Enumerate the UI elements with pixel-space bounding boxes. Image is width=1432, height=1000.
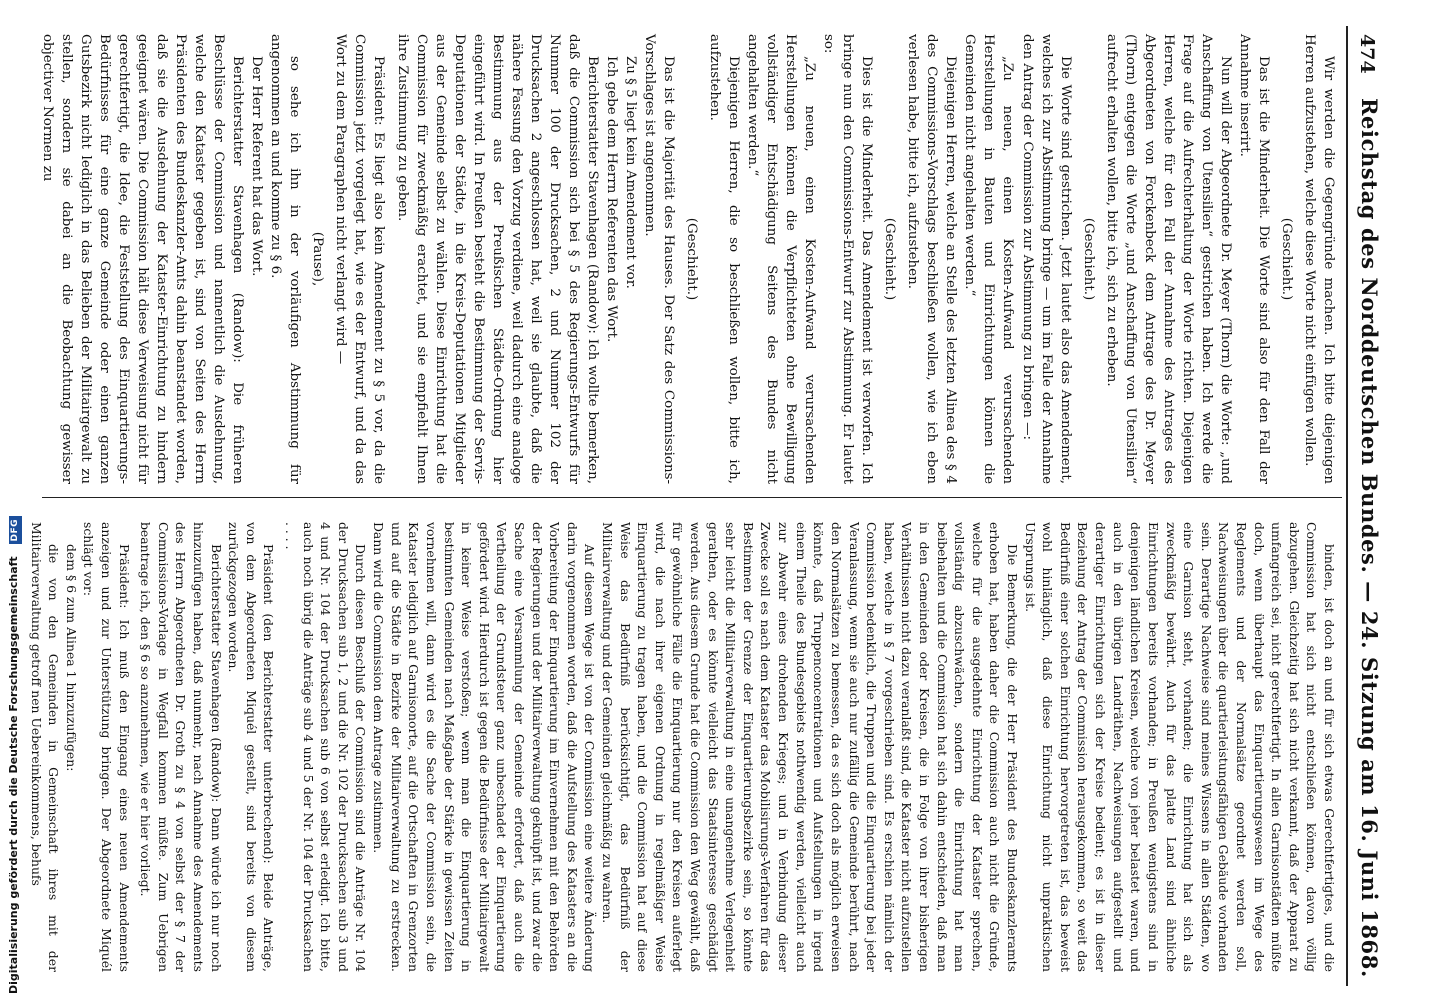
- stage-direction: (Geschieht.): [684, 217, 699, 301]
- paragraph: „Zu neuen, einen Kosten-Aufwand verursachenden Herstellungen in Bauten und Einrichtungen können die Gemeinden nicht angehalten werden.“: [962, 34, 1016, 484]
- paragraph: Zu § 5 liegt kein Amendement vor.: [622, 56, 638, 289]
- paragraph: Auf diesem Wege ist von der Commission eine weitere Änderung darin vorgenommen worden, daß die Aufstellung des Katasters an die Vorbereitung der Einquartierung im Einvernehmen mit den Behörden der Regierungen und der Militairverwaltung geknüpft ist, und zwar die Sache eine Versammlung der Gemeinde erfordert, daß auch die Vertheilung der Grundsteuer ganz unbeschadet der Einquartierung gefördert wird. Hierdurch ist gegen die Bedürfnisse der Militairgewalt in keiner Weise verstoßen; wenn man die Einquartierung in bestimmten Gemeinden nach Maßgabe der Stärke in gewissen Zeiten vornehmen will, dann wird es die Sache der Commission sein, die Kataster lediglich auf Garnisonorte, auf die Ortschaften in Grenzorten und auf die Städte in Bezirke der Militairverwaltung zu erstrecken. Dann wird die Commission dem Antrage zustimmen.: [371, 522, 598, 972]
- paragraph: Ich gebe dem Herrn Referenten das Wort.: [603, 56, 619, 343]
- paragraph: Das ist die Minderheit. Die Worte sind also für den Fall der Annahme inserirt.: [1236, 34, 1271, 484]
- text-column-right: [27, 522, 1338, 972]
- paragraph: Präsident: Es liegt also kein Amendement zu § 5 vor, da die Commission jetzt vorgelegt hat, wie es der Entwurf, und da das Wort zu dem Paragraphen nicht verlangt wird —: [333, 34, 387, 484]
- paragraph: Durch diesen Beschluß der Commission sind die Anträge Nr. 104 der Drucksachen sub 1, 2 und die Nr. 102 der Drucksachen sub 3 und 4 und Nr. 104 der Drucksachen sub 6 von selbst erledigt. Ich bitte, auch noch übrig die Anträge sub 4 und 5 der Nr. 104 der Drucksachen . . . .: [283, 522, 369, 972]
- paragraph: so sehe ich ihn in der vorläufigen Abstimmung für angenommen an und komme zu § 6.: [268, 34, 303, 484]
- paragraph: Das ist die Majorität des Hauses. Der Satz des Commissions-Vorschlages ist angenommen.: [641, 34, 676, 484]
- running-head: Reichstag des Norddeutschen Bundes. — 24. Sitzung am 16. Juni 1868.: [1357, 98, 1382, 978]
- digitization-footer: [7, 516, 22, 994]
- paragraph: Präsident (den Berichterstatter unterbrechend): Beide Anträge, von dem Abgeordneten Miquél gestellt, sind bereits von diesem zurückgezogen worden.: [226, 522, 277, 972]
- paragraph: dem § 6 zum Alinea 1 hinzuzufügen:: [63, 544, 79, 772]
- paragraph: Präsident: Ich muß den Eingang eines neuen Amendements anzeigen und zur Unterstützung bringen. Der Abgeordnete Miquél schlägt vor:: [81, 522, 132, 972]
- paragraph: Berichterstatter Stavenhagen (Randow): Dann würde ich nur noch hinzuzufügen haben, daß nunmehr, nach Annahme des Amendements des Herrn Abgeordneten Dr. Groth zu § 4 von selbst der § 7 der Commissions-Vorlage in Wegfall kommen müßte. Zum Uebrigen beantrage ich, den § 6 so anzunehmen, wie er hier vorliegt.: [138, 522, 224, 972]
- paragraph: Berichterstatter Stavenhagen (Randow): Ich wollte bemerken, daß die Commission sich bei § 5 des Regierungs-Entwurfs für Nummer 100 der Drucksachen, 2 und Nummer 102 der Drucksachen 2 angeschlossen hat, weil sie glaubte, daß die nähere Fassung den Vorzug verdiene, weil dadurch eine analoge Bestimmung aus der Preußischen Städte-Ordnung hier eingeführt wird. In Preußen besteht die Bestimmung der Servis-Deputationen der Städte, in die Kreis-Deputationen Mitglieder aus der Gemeinde selbst zu wählen. Diese Einrichtung hat die Commission für zweckmäßig erachtet, und sie empfiehlt Ihnen ihre Zustimmung zu geben.: [394, 34, 600, 484]
- paragraph: die von den Gemeinden in Gemeinschaft ihres mit der Militairverwaltung getroff nen Uebereinkommens, behufs: [28, 522, 62, 972]
- paragraph: Wir werden die Gegengründe machen. Ich bitte diejenigen Herren aufzustehen, welche diese Worte nicht einfügen wollen.: [1301, 34, 1336, 484]
- stage-direction: (Geschieht.): [882, 217, 898, 301]
- paragraph: „Zu neuen, einen Kosten-Aufwand verursachenden Herstellungen können die Verpflichteten ohne Bewilligung vollständiger Entschädigung Seitens des Bundes nicht angehalten werden.“: [745, 34, 818, 484]
- paragraph: Berichterstatter Stavenhagen (Randow): Die früheren Beschlüsse der Commission und namentlich die Ausdehnung, welche den Kataster gegeben ist, sind von Seiten des Herrn Präsidenten des Bundeskanzler-Amts dahin beanstandet worden, daß sie die Ausdehnung der Kataster-Einrichtung zu hindern geeignet wären. Die Commission hält diese Verweisung nicht für gerechtfertigt, die Idee, die Feststellung des Einquartierungs-Bedürfnisses für eine ganze Gemeinde oder einen ganzen Gutsbezirk nicht lediglich in das Belieben der Militairgewalt zu stellen, sondern sie dabei an die Beobachtung gewisser objectiver Normen zu: [39, 34, 246, 484]
- stage-direction: (Geschieht.): [1278, 217, 1294, 301]
- paragraph: Die Bemerkung, die der Herr Präsident des Bundeskanzleramts erhoben hat, haben daher die Commission auch nicht die Gründe, welche für die ausgedehnte Einrichtung der Kataster sprechen, vollständig abzuschwächen, sondern die Einrichtung hat man beibehalten und die Commission hat sich dahin entschieden, daß man in den Gemeinden oder Kreisen, die in Folge von ihrer bisherigen Verhältnissen nicht dazu veranlaßt sind, die Kataster nicht aufzustellen haben, welche in § 7 vorgeschrieben sind. Es erschien nämlich der Commission bedenklich, die Truppen und die Einquartierung bei jeder Veranlassung, wenn sie auch nur zufällig die Gemeinde berührt, nach den Normalsätzen zu bemessen, da es sich doch als möglich erweisen könnte, daß Truppenconcentrationen und Aufstellungen in irgend einem Theile des Bundesgebiets nothwendig werden, vielleicht auch zur Abwehr eines drohenden Krieges; und in Verbindung dieser Zwecke soll es nach dem Kataster das Mobilisirungs-Verfahren für das Bestimmen der Grenze der Einquartierungsbezirke sein, so könnte sehr leicht die Militairverwaltung in eine unangenehme Verlegenheit gerathen, oder es könnte vielleicht das Staatsinteresse geschädigt werden. Aus diesem Grunde hat die Commission den Weg gewählt, daß für gewöhnliche Fälle die Einquartierung nur den Kreisen auferlegt wird, die nach ihrer eigenen Ordnung in regelmäßiger Weise Einquartierung zu tragen haben, und die Commission hat auf diese Weise das Bedürfniß berücksichtigt, das Bedürfniß der Militairverwaltung und der Gemeinden gleichmäßig zu wahren.: [600, 522, 1021, 972]
- paragraph: Nun will der Abgeordnete Dr. Meyer (Thorn) die Worte: „und Anschaffung von Utensilien“ gestrichen haben. Ich werde die Frage auf die Aufrechterhaltung der Worte richten. Diejenigen Herren, welche für den Fall der Annahme des Antrages des Abgeordneten von Forckenbeck dem Antrage des Dr. Meyer (Thorn) entgegen die Worte „und Anschaffung von Utensilien“ aufrecht erhalten wollen, bitte ich, sich zu erheben.: [1103, 34, 1233, 484]
- stage-direction: (Pause),: [310, 231, 326, 287]
- stage-direction: (Geschieht.): [1080, 217, 1096, 301]
- paragraph: Der Herr Referent hat das Wort.: [249, 56, 265, 277]
- paragraph: Diejenigen Herren, welche an Stelle des letzten Alinea des § 4 des Commissions-Vorschlags beschließen wollen, wie ich eben verlesen habe, bitte ich, aufzustehen.: [905, 34, 959, 484]
- page-number: 474: [1356, 34, 1378, 74]
- digitization-note: Digitalisierung gefördert durch die Deutsche Forschungsgemeinschaft: [7, 556, 20, 994]
- dfg-logo: DFG: [9, 516, 22, 545]
- column-divider: [42, 497, 1342, 498]
- paragraph: binden, ist doch an und für sich etwas Gerechtfertigtes, und die Commission hat sich nicht entschließen können, davon völlig abzugehen. Gleichzeitig hat sich nicht verkannt, daß der Apparat zu umfangreich sei, nicht gerechtfertigt. In allen Garnisonstädten müßte doch, wenn überhaupt das Einquartierungswesen im Wege des Reglements und der Normalsätze geordnet werden soll, Nachweisungen über die quartierleistungsfähigen Gebäude vorhanden sein. Derartige Nachweise sind meines Wissens in allen Städten, wo eine Garnison steht, vorhanden; die Einrichtung hat sich als zweckmäßig bewährt. Auch für das platte Land sind ähnliche Einrichtungen bereits vorhanden; in Preußen wenigstens sind in denjenigen ländlichen Kreisen, welche von jeher belastet waren, und auch in den übrigen Landräthen, Nachweisungen aufgestellt und derartiger Einrichtungen sich der Kreise bedient; es ist in dieser Beziehung der Antrag der Commission herausgekommen, so weit das Bedürfniß einer solchen Einrichtung hervorgetreten ist, das beweist wohl hinlänglich, daß diese Einrichtung nicht unpraktischen Ursprungs ist.: [1022, 522, 1337, 972]
- header-rule: [1346, 26, 1348, 986]
- text-column-left: [38, 34, 1338, 484]
- paragraph: Diejenigen Herren, die so beschließen wollen, bitte ich, aufzustehen.: [707, 34, 742, 484]
- paragraph: Dies ist die Minderheit. Das Amendement ist verworfen. Ich bringe nun den Commissions-Entwurf zur Abstimmung. Er lautet so:: [821, 34, 875, 484]
- paragraph: Die Worte sind gestrichen. Jetzt lautet also das Amendement, welches ich zur Abstimmung bringe — um im Falle der Annahme den Antrag der Commission zur Abstimmung zu bringen —:: [1019, 34, 1073, 484]
